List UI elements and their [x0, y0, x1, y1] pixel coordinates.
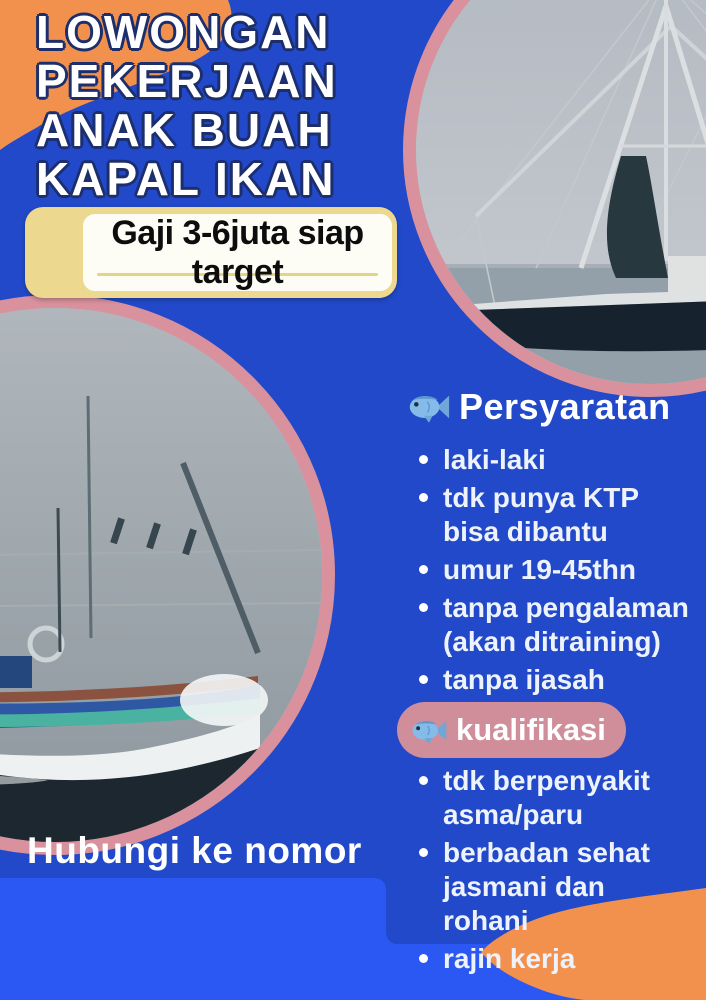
persyaratan-list	[413, 443, 697, 701]
salary-banner	[25, 207, 397, 298]
salary-text-line2: target	[191, 252, 284, 291]
poster-title	[36, 8, 338, 204]
fish-icon	[408, 390, 450, 424]
kualifikasi-list	[413, 764, 697, 980]
list-item: tanpa ijasah	[413, 663, 697, 697]
list-item: umur 19-45thn	[413, 553, 697, 587]
list-item: tdk berpenyakit asma/paru	[413, 764, 697, 832]
title-line: KAPAL IKAN	[36, 153, 336, 205]
list-item: tdk punya KTP bisa dibantu	[413, 481, 697, 549]
title-line: LOWONGAN	[36, 6, 331, 58]
list-item: rajin kerja	[413, 942, 697, 976]
list-item: berbadan sehat jasmani dan rohani	[413, 836, 697, 938]
persyaratan-label: Persyaratan	[459, 386, 671, 427]
list-item: laki-laki	[413, 443, 697, 477]
contact-text: Hubungi ke nomor	[27, 830, 362, 871]
kualifikasi-heading	[397, 702, 626, 758]
fish-icon	[411, 716, 447, 745]
salary-text-line1: Gaji 3-6juta siap	[111, 213, 364, 252]
kualifikasi-label: kualifikasi	[456, 712, 606, 747]
title-line: PEKERJAAN	[36, 55, 338, 107]
title-line: ANAK BUAH	[36, 104, 333, 156]
list-item: tanpa pengalaman (akan ditraining)	[413, 591, 697, 659]
salary-banner-card	[83, 214, 392, 291]
persyaratan-heading	[408, 386, 671, 428]
